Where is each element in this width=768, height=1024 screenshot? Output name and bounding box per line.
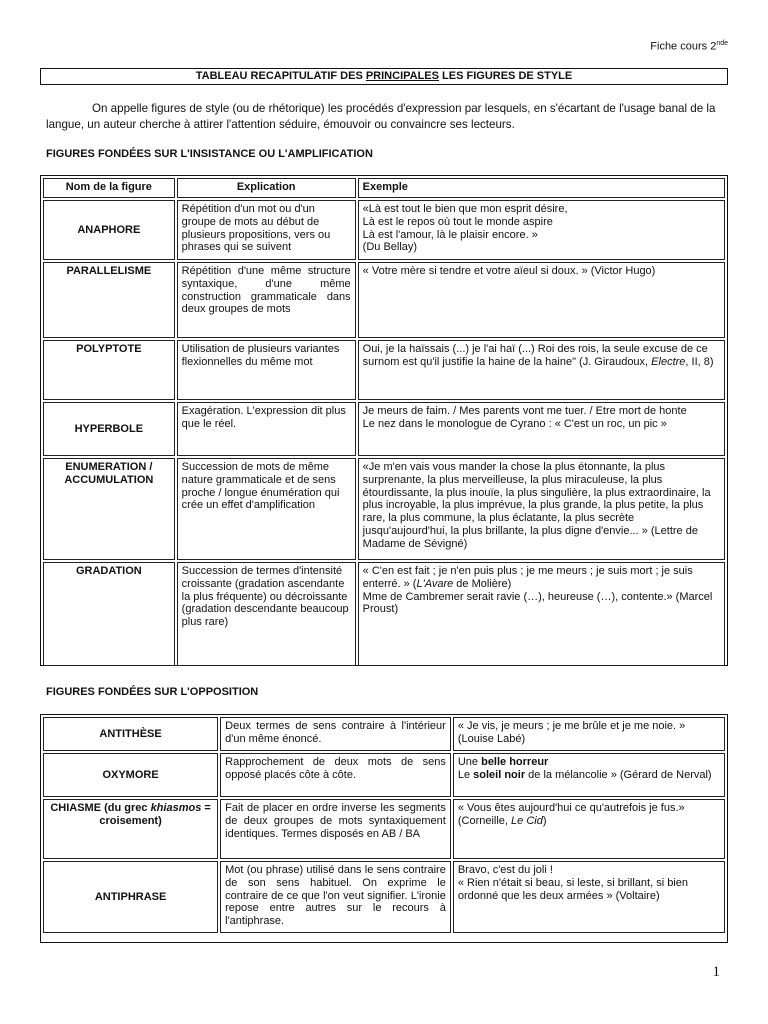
figure-explanation: Succession de termes d'intensité croissante (gradation ascendante la plus fréquente) ou décroissante (gradation descendante beaucoup plus rare): [177, 562, 356, 666]
figure-explanation: Rapprochement de deux mots de sens opposé placés côte à côte.: [220, 753, 451, 797]
figure-name: CHIASME (du grec khiasmos = croisement): [43, 799, 218, 859]
figure-example: «Là est tout le bien que mon esprit désire, Là est le repos où tout le monde aspire Là est l'amour, là le plaisir encore. » (Du Bellay): [358, 200, 725, 260]
figure-name: ANAPHORE: [43, 200, 175, 260]
table-row: [43, 717, 725, 751]
figure-name: GRADATION: [43, 562, 175, 666]
figure-name: ANTIPHRASE: [43, 861, 218, 933]
figure-explanation: Exagération. L'expression dit plus que le réel.: [177, 402, 356, 456]
figure-explanation: Mot (ou phrase) utilisé dans le sens contraire de son sens habituel. On exprime le contraire de ce que l'on veut signifier. L'ironie repose entre autres sur le recours à l'antiphrase.: [220, 861, 451, 933]
figure-explanation: Deux termes de sens contraire à l'intérieur d'un même énoncé.: [220, 717, 451, 751]
table-row: [43, 861, 725, 933]
figure-explanation: Fait de placer en ordre inverse les segments de deux groupes de mots syntaxiquement identiques. Termes disposés en AB / BA: [220, 799, 451, 859]
intro-paragraph: On appelle figures de style (ou de rhétorique) les procédés d'expression par lesquels, en s'écartant de l'usage banal de la langue, un auteur cherche à attirer l'attention séduire, émouvoir ou convaincre ses lecteurs.: [46, 102, 716, 131]
section-heading-amplification: FIGURES FONDÉES SUR L'INSISTANCE OU L'AMPLIFICATION: [46, 148, 373, 160]
column-header: Exemple: [358, 178, 725, 198]
figure-example: Une belle horreur Le soleil noir de la mélancolie » (Gérard de Nerval): [453, 753, 725, 797]
figure-explanation: Utilisation de plusieurs variantes flexionnelles du même mot: [177, 340, 356, 400]
figure-explanation: Succession de mots de même nature grammaticale et de sens proche / longue énumération qui crée un effet d'amplification: [177, 458, 356, 560]
table-row: [43, 562, 725, 666]
figure-example: « Votre mère si tendre et votre aïeul si doux. » (Victor Hugo): [358, 262, 725, 338]
opposition-table: [41, 715, 727, 935]
table-row: [43, 262, 725, 338]
figure-name: OXYMORE: [43, 753, 218, 797]
table-header-row: [43, 178, 725, 198]
figure-name: ENUMERATION / ACCUMULATION: [43, 458, 175, 560]
figure-explanation: Répétition d'une même structure syntaxique, d'une même construction grammaticale dans deux groupes de mots: [177, 262, 356, 338]
amplification-table: [41, 176, 727, 668]
page-number: 1: [712, 964, 720, 980]
column-header: Nom de la figure: [43, 178, 175, 198]
figure-example: « Vous êtes aujourd'hui ce qu'autrefois je fus.» (Corneille, Le Cid): [453, 799, 725, 859]
document-title: TABLEAU RECAPITULATIF DES PRINCIPALES LES FIGURES DE STYLE: [40, 68, 728, 85]
fiche-label: Fiche cours 2nde: [650, 40, 728, 53]
table-row: [43, 402, 725, 456]
table-row: [43, 340, 725, 400]
table-row: [43, 799, 725, 859]
figure-name: ANTITHÈSE: [43, 717, 218, 751]
figure-example: « Je vis, je meurs ; je me brûle et je me noie. » (Louise Labé): [453, 717, 725, 751]
table-row: [43, 200, 725, 260]
column-header: Explication: [177, 178, 356, 198]
section-heading-opposition: FIGURES FONDÉES SUR L'OPPOSITION: [46, 686, 259, 698]
figure-example: Oui, je la haïssais (...) je l'ai haï (...) Roi des rois, la seule excuse de ce surnom est qu'il justifie la haine de la haine" (J. Giraudoux, Electre, II, 8): [358, 340, 725, 400]
figure-name: HYPERBOLE: [43, 402, 175, 456]
figure-example: Je meurs de faim. / Mes parents vont me tuer. / Etre mort de honte Le nez dans le monologue de Cyrano : « C'est un roc, un pic »: [358, 402, 725, 456]
figure-example: Bravo, c'est du joli ! « Rien n'était si beau, si leste, si brillant, si bien ordonné que les deux armées » (Voltaire): [453, 861, 725, 933]
table-row: [43, 753, 725, 797]
figure-explanation: Répétition d'un mot ou d'un groupe de mots au début de plusieurs propositions, vers ou phrases qui se suivent: [177, 200, 356, 260]
figure-example: « C'en est fait ; je n'en puis plus ; je me meurs ; je suis mort ; je suis enterré. » (L'Avare de Molière) Mme de Cambremer serait ravie (…), heureuse (…), contente.» (Marcel Proust): [358, 562, 725, 666]
table-row: [43, 458, 725, 560]
figure-name: PARALLELISME: [43, 262, 175, 338]
figure-example: «Je m'en vais vous mander la chose la plus étonnante, la plus surprenante, la plus merveilleuse, la plus miraculeuse, la plus étourdissante, la plus inouïe, la plus singulière, la plus extraordinaire, la plus incroyable, la plus imprévue, la plus grande, la plus petite, la plus rare, la plus commune, la plus éclatante, la plus secrète jusqu'aujourd'hui, la plus brillante, la plus digne d'envie... » (Lettre de Madame de Sévigné): [358, 458, 725, 560]
figure-name: POLYPTOTE: [43, 340, 175, 400]
